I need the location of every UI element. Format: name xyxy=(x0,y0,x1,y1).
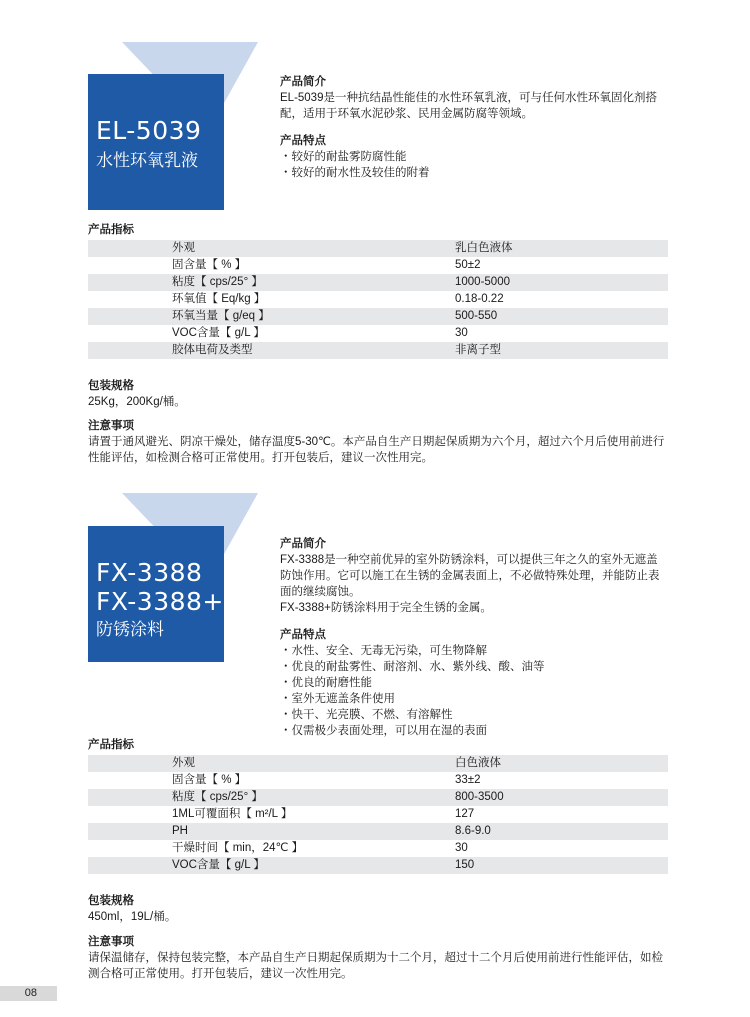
spec-value: 500-550 xyxy=(455,308,668,325)
feature-item: ・仅需极少表面处理，可以用在湿的表面 xyxy=(280,725,487,737)
spec-value: 150 xyxy=(455,857,668,874)
spec-table xyxy=(88,755,668,874)
feature-item: ・室外无遮盖条件使用 xyxy=(280,693,395,705)
table-row xyxy=(88,342,668,359)
spec-key: 外观 xyxy=(88,755,455,772)
spec-key: VOC含量【 g/L 】 xyxy=(88,857,455,874)
feature-item: ・快干、光亮膜、不燃、有溶解性 xyxy=(280,709,453,721)
packaging-text: 450ml，19L/桶。 xyxy=(88,911,177,923)
table-row xyxy=(88,755,668,772)
spec-value: 30 xyxy=(455,327,468,339)
notes-block xyxy=(88,934,678,982)
spec-value: 33±2 xyxy=(455,774,481,786)
spec-key: 环氧值【 Eq/kg 】 xyxy=(172,293,266,305)
table-row xyxy=(88,789,668,806)
product-intro xyxy=(280,74,685,181)
spec-key: 粘度【 cps/25° 】 xyxy=(88,274,455,291)
intro-line: FX-3388+防锈涂料用于完全生锈的金属。 xyxy=(280,602,492,614)
spec-value: 800-3500 xyxy=(455,789,668,806)
table-row xyxy=(88,240,668,257)
page-number: 08 xyxy=(0,986,57,1001)
feature-item: ・优良的耐盐雾性、耐溶剂、水、紫外线、酸、油等 xyxy=(280,661,545,673)
spec-key: 外观 xyxy=(88,240,455,257)
product-name: 水性环氧乳液 xyxy=(96,151,198,171)
spec-value: 乳白色液体 xyxy=(455,240,668,257)
table-row xyxy=(88,274,668,291)
product-name: 防锈涂料 xyxy=(96,620,164,640)
specs-heading: 产品指标 xyxy=(88,739,134,751)
table-row xyxy=(88,823,668,840)
spec-key: 粘度【 cps/25° 】 xyxy=(88,789,455,806)
product-code: EL-5039 xyxy=(96,116,202,145)
packaging-block xyxy=(88,893,678,925)
spec-value: 白色液体 xyxy=(455,755,668,772)
features-heading: 产品特点 xyxy=(280,629,326,641)
product-badge xyxy=(88,74,224,210)
packaging-block xyxy=(88,378,678,410)
spec-key: 环氧当量【 g/eq 】 xyxy=(88,308,455,325)
table-row xyxy=(88,772,668,789)
intro-heading: 产品简介 xyxy=(280,76,326,88)
table-row xyxy=(88,806,668,823)
packaging-heading: 包装规格 xyxy=(88,380,134,392)
spec-key: 干燥时间【 min，24℃ 】 xyxy=(172,842,304,854)
product-code: FX-3388+ xyxy=(96,587,224,616)
spec-key: 固含量【 % 】 xyxy=(172,774,247,786)
spec-key: 1ML可覆面积【 m²/L 】 xyxy=(172,808,293,820)
spec-key: 胶体电荷及类型 xyxy=(88,342,455,359)
notes-block xyxy=(88,418,678,466)
packaging-heading: 包装规格 xyxy=(88,895,134,907)
spec-value: 30 xyxy=(455,842,468,854)
product-section-fx3388 xyxy=(0,490,750,1017)
product-code: FX-3388 xyxy=(96,558,203,587)
product-intro xyxy=(280,536,685,739)
spec-table xyxy=(88,240,668,359)
intro-line: 配，适用于环氧水泥砂浆、民用金属防腐等领域。 xyxy=(280,108,533,120)
table-row xyxy=(88,840,668,857)
specs-heading: 产品指标 xyxy=(88,224,134,236)
intro-line: 面的继续腐蚀。 xyxy=(280,586,361,598)
notes-line: 请保温储存，保持包装完整，本产品自生产日期起保质期为十二个月，超过十二个月后使用前进行性能评估，如检 xyxy=(88,952,663,964)
feature-item: ・较好的耐盐雾防腐性能 xyxy=(280,151,407,163)
feature-item: ・优良的耐磨性能 xyxy=(280,677,372,689)
spec-value: 非离子型 xyxy=(455,342,668,359)
spec-key: 固含量【 % 】 xyxy=(172,259,247,271)
table-row xyxy=(88,308,668,325)
feature-item: ・较好的耐水性及较佳的附着 xyxy=(280,167,430,179)
intro-line: EL-5039是一种抗结晶性能佳的水性环氧乳液，可与任何水性环氧固化剂搭 xyxy=(280,92,657,104)
product-section-el5039 xyxy=(0,0,750,490)
table-row xyxy=(88,257,668,274)
intro-line: 防蚀作用。它可以施工在生锈的金属表面上，不必做特殊处理，并能防止表 xyxy=(280,570,660,582)
table-row xyxy=(88,325,668,342)
spec-value: 0.18-0.22 xyxy=(455,293,504,305)
product-badge xyxy=(88,526,224,662)
features-heading: 产品特点 xyxy=(280,135,326,147)
notes-heading: 注意事项 xyxy=(88,420,134,432)
notes-line: 请置于通风避光、阴凉干燥处，储存温度5-30℃。本产品自生产日期起保质期为六个月，超过六个月后使用前进行 xyxy=(88,436,665,448)
notes-heading: 注意事项 xyxy=(88,936,134,948)
spec-value: 50±2 xyxy=(455,259,481,271)
spec-value: 1000-5000 xyxy=(455,274,668,291)
spec-value: 8.6-9.0 xyxy=(455,823,668,840)
intro-line: FX-3388是一种空前优异的室外防锈涂料，可以提供三年之久的室外无遮盖 xyxy=(280,554,658,566)
spec-value: 127 xyxy=(455,808,475,820)
packaging-text: 25Kg，200Kg/桶。 xyxy=(88,396,186,408)
table-row xyxy=(88,857,668,874)
spec-key: VOC含量【 g/L 】 xyxy=(172,327,265,339)
intro-heading: 产品简介 xyxy=(280,538,326,550)
notes-line: 性能评估，如检测合格可正常使用。打开包装后，建议一次性用完。 xyxy=(88,452,433,464)
notes-line: 测合格可正常使用。打开包装后，建议一次性用完。 xyxy=(88,968,353,980)
feature-item: ・水性、安全、无毒无污染，可生物降解 xyxy=(280,645,487,657)
spec-key: PH xyxy=(88,823,455,840)
table-row xyxy=(88,291,668,308)
